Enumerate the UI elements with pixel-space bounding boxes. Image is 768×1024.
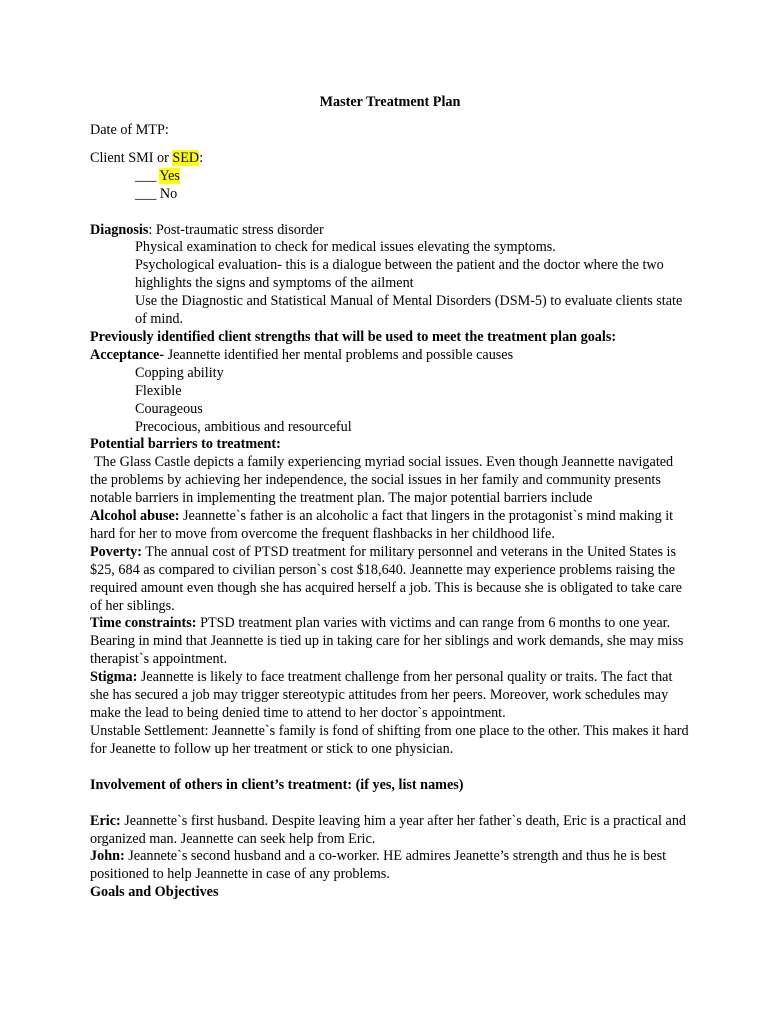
goals-heading: Goals and Objectives xyxy=(90,884,219,901)
smi-line xyxy=(90,150,690,168)
option-label: Yes xyxy=(159,167,180,184)
strength-item: Copping ability xyxy=(135,364,224,381)
diagnosis-item: Psychological evaluation- this is a dialogue between the patient and the doctor where the two highlights the signs and symptoms of the ailment xyxy=(135,257,664,292)
strength-item: Flexible xyxy=(135,382,182,399)
smi-suffix: : xyxy=(199,149,204,166)
barrier-text: Jeannette`s father is an alcoholic a fact that lingers in the protagonist`s mind making it hard for her to move from overcome the frequent flashbacks in her childhood life. xyxy=(90,508,674,542)
person-entry xyxy=(90,848,690,884)
diagnosis-label: Diagnosis xyxy=(90,221,149,238)
option-blank: ___ xyxy=(135,185,160,202)
person-entry xyxy=(90,813,690,849)
document-page xyxy=(90,94,690,902)
involvement-heading: Involvement of others in client’s treatment: (if yes, list names) xyxy=(90,776,464,793)
option-label: No xyxy=(159,185,178,202)
diagnosis-item: Use the Diagnostic and Statistical Manual of Mental Disorders (DSM-5) to evaluate clients state of mind. xyxy=(135,293,683,328)
option-blank: ___ xyxy=(135,167,160,184)
strength-item: Precocious, ambitious and resourceful xyxy=(135,418,352,435)
barriers-intro: The Glass Castle depicts a family experiencing myriad social issues. Even though Jeannette navigated the problems by achieving her independence, the social issues in her family and community presents notable barriers in implementing the treatment plan. The major potential barriers include xyxy=(90,454,674,507)
barrier-label: Stigma: xyxy=(90,669,138,686)
unstable-settlement: Unstable Settlement: Jeannette`s family is fond of shifting from one place to the other. This makes it hard for Jeanette to follow up her treatment or stick to one physician. xyxy=(90,722,689,757)
smi-prefix: Client SMI or xyxy=(90,149,173,166)
person-label: John: xyxy=(90,848,125,865)
sed-highlight: SED xyxy=(172,149,200,166)
barrier-text: The annual cost of PTSD treatment for military personnel and veterans in the United States is $25, 684 as compared to civilian person`s cost $18,640. Jeannette may experience problems raising the required amount even though she has acquired herself a job. This is because she is obligated to take care of her siblings. xyxy=(90,543,682,614)
barrier-item xyxy=(90,508,690,544)
smi-option-yes xyxy=(90,168,690,186)
diagnosis-item: Physical examination to check for medical issues elevating the symptoms. xyxy=(135,239,556,256)
smi-option-no xyxy=(90,186,690,204)
acceptance-label: Acceptance- xyxy=(90,346,165,363)
barrier-item xyxy=(90,544,690,616)
strength-item: Courageous xyxy=(135,400,203,417)
acceptance-line xyxy=(90,347,690,365)
barrier-text: Jeannette is likely to face treatment challenge from her personal quality or traits. The fact that she has secured a job may trigger stereotypic attitudes from her peers. Moreover, work schedules may make the lead to being denied time to attend to her doctor`s appointment. xyxy=(90,669,673,721)
barrier-label: Poverty: xyxy=(90,543,142,560)
person-text: Jeannete`s second husband and a co-worker. HE admires Jeanette’s strength and thus he is best positioned to help Jeannette in case of any problems. xyxy=(90,848,667,883)
diagnosis-text: : Post-traumatic stress disorder xyxy=(148,221,324,238)
barrier-item xyxy=(90,669,690,723)
person-text: Jeannette`s first husband. Despite leaving him a year after her father`s death, Eric is a practical and organized man. Jeannette can seek help from Eric. xyxy=(90,812,687,847)
barrier-text: PTSD treatment plan varies with victims and can range from 6 months to one year. Bearing in mind that Jeannette is tied up in taking care for her siblings and work demands, she may miss therapist`s appointment. xyxy=(90,615,684,668)
person-label: Eric: xyxy=(90,812,121,829)
barriers-heading: Potential barriers to treatment: xyxy=(90,436,281,453)
barrier-label: Time constraints: xyxy=(90,615,197,632)
strengths-heading: Previously identified client strengths that will be used to meet the treatment plan goals: xyxy=(90,328,617,345)
document-title: Master Treatment Plan xyxy=(319,94,461,110)
diagnosis-line xyxy=(90,222,690,240)
acceptance-text: Jeannette identified her mental problems and possible causes xyxy=(164,346,514,363)
date-of-mtp-label: Date of MTP: xyxy=(90,121,169,138)
barrier-item xyxy=(90,615,690,669)
barrier-label: Alcohol abuse: xyxy=(90,508,180,525)
